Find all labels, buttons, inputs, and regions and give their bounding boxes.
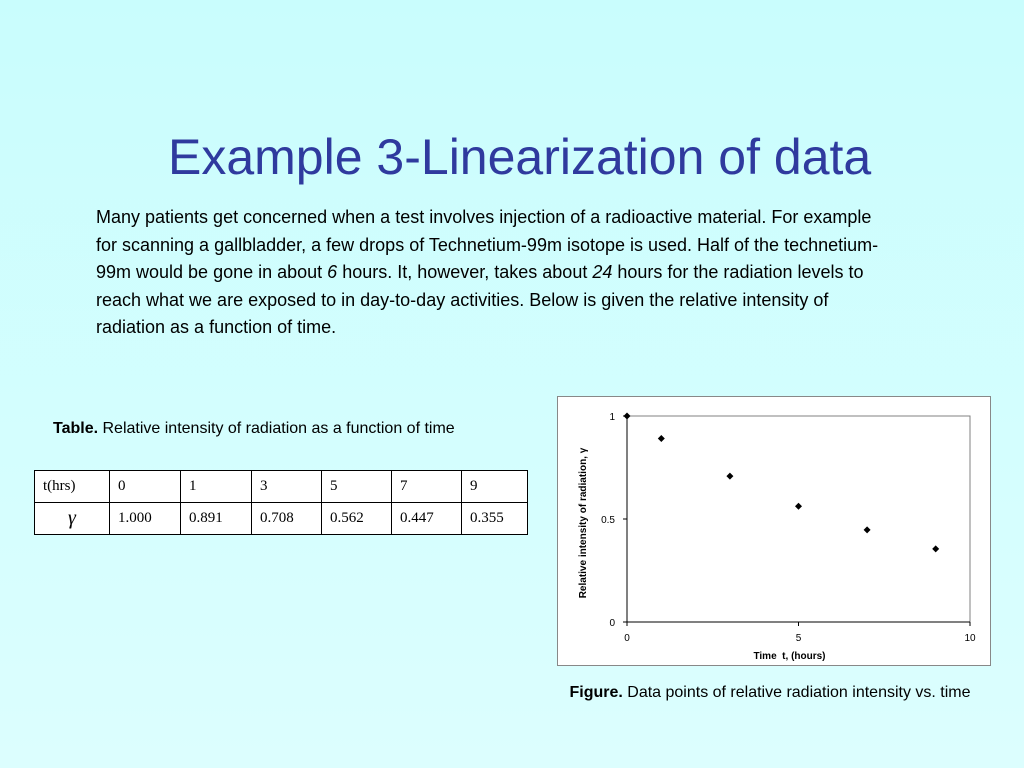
table-caption-label: Table.	[53, 420, 99, 437]
paragraph-emphasis-6: 6	[327, 262, 338, 282]
y-tick-label: 1	[609, 412, 615, 423]
y-tick-label: 0.5	[601, 515, 615, 526]
table-header-gamma: γ	[35, 503, 110, 535]
plot-area	[627, 416, 970, 622]
table-cell: 0.891	[181, 503, 252, 535]
x-tick-label: 10	[964, 633, 976, 644]
intro-paragraph	[96, 204, 896, 342]
data-point	[795, 503, 802, 510]
y-tick-label: 0	[609, 618, 615, 629]
table-caption	[53, 416, 513, 441]
chart-svg	[558, 397, 990, 665]
paragraph-text-1: Many patients get concerned when a test involves injection of a radioactive material. For example for scanning a gallbladder, a few drops of Technetium-99m isotope is used. Half of the technetium-99m would be gone in about	[96, 207, 879, 282]
table-caption-text: Relative intensity of radiation as a function of time	[98, 420, 455, 437]
table-cell: 0.355	[462, 503, 528, 535]
figure-caption-label: Figure.	[569, 684, 623, 701]
figure-caption	[540, 680, 1000, 705]
table-row-gamma	[35, 503, 528, 535]
table-cell: 1	[181, 471, 252, 503]
x-tick-label: 5	[795, 633, 802, 644]
paragraph-text-3: hours for the radiation levels to reach what we are exposed to in day-to-day activities. Below is given the relative intensity of radiation as a function of time.	[96, 262, 864, 337]
data-point	[624, 413, 631, 420]
scatter-chart	[557, 396, 991, 666]
data-point	[932, 545, 939, 552]
table-cell: 3	[252, 471, 322, 503]
table-cell: 5	[322, 471, 392, 503]
x-axis-label: Time t, (hours)	[753, 651, 826, 662]
table-cell: 0.447	[392, 503, 462, 535]
table-header-time: t(hrs)	[35, 471, 110, 503]
data-point	[864, 526, 871, 533]
table-cell: 1.000	[110, 503, 181, 535]
data-point	[658, 435, 665, 442]
table-cell: 0.708	[252, 503, 322, 535]
table-cell: 9	[462, 471, 528, 503]
figure-caption-text: Data points of relative radiation intensity vs. time	[622, 684, 971, 701]
paragraph-emphasis-24: 24	[592, 262, 613, 282]
table-row-time	[35, 471, 528, 503]
x-tick-label: 0	[624, 633, 630, 644]
table-cell: 0	[110, 471, 181, 503]
data-table	[34, 470, 528, 535]
table-cell: 7	[392, 471, 462, 503]
y-axis-label: Relative intensity of radiation, γ	[578, 447, 589, 599]
paragraph-text-2: hours. It, however, takes about	[337, 262, 593, 282]
slide-title: Example 3-Linearization of data	[168, 129, 872, 185]
table-cell: 0.562	[322, 503, 392, 535]
data-point	[726, 473, 733, 480]
